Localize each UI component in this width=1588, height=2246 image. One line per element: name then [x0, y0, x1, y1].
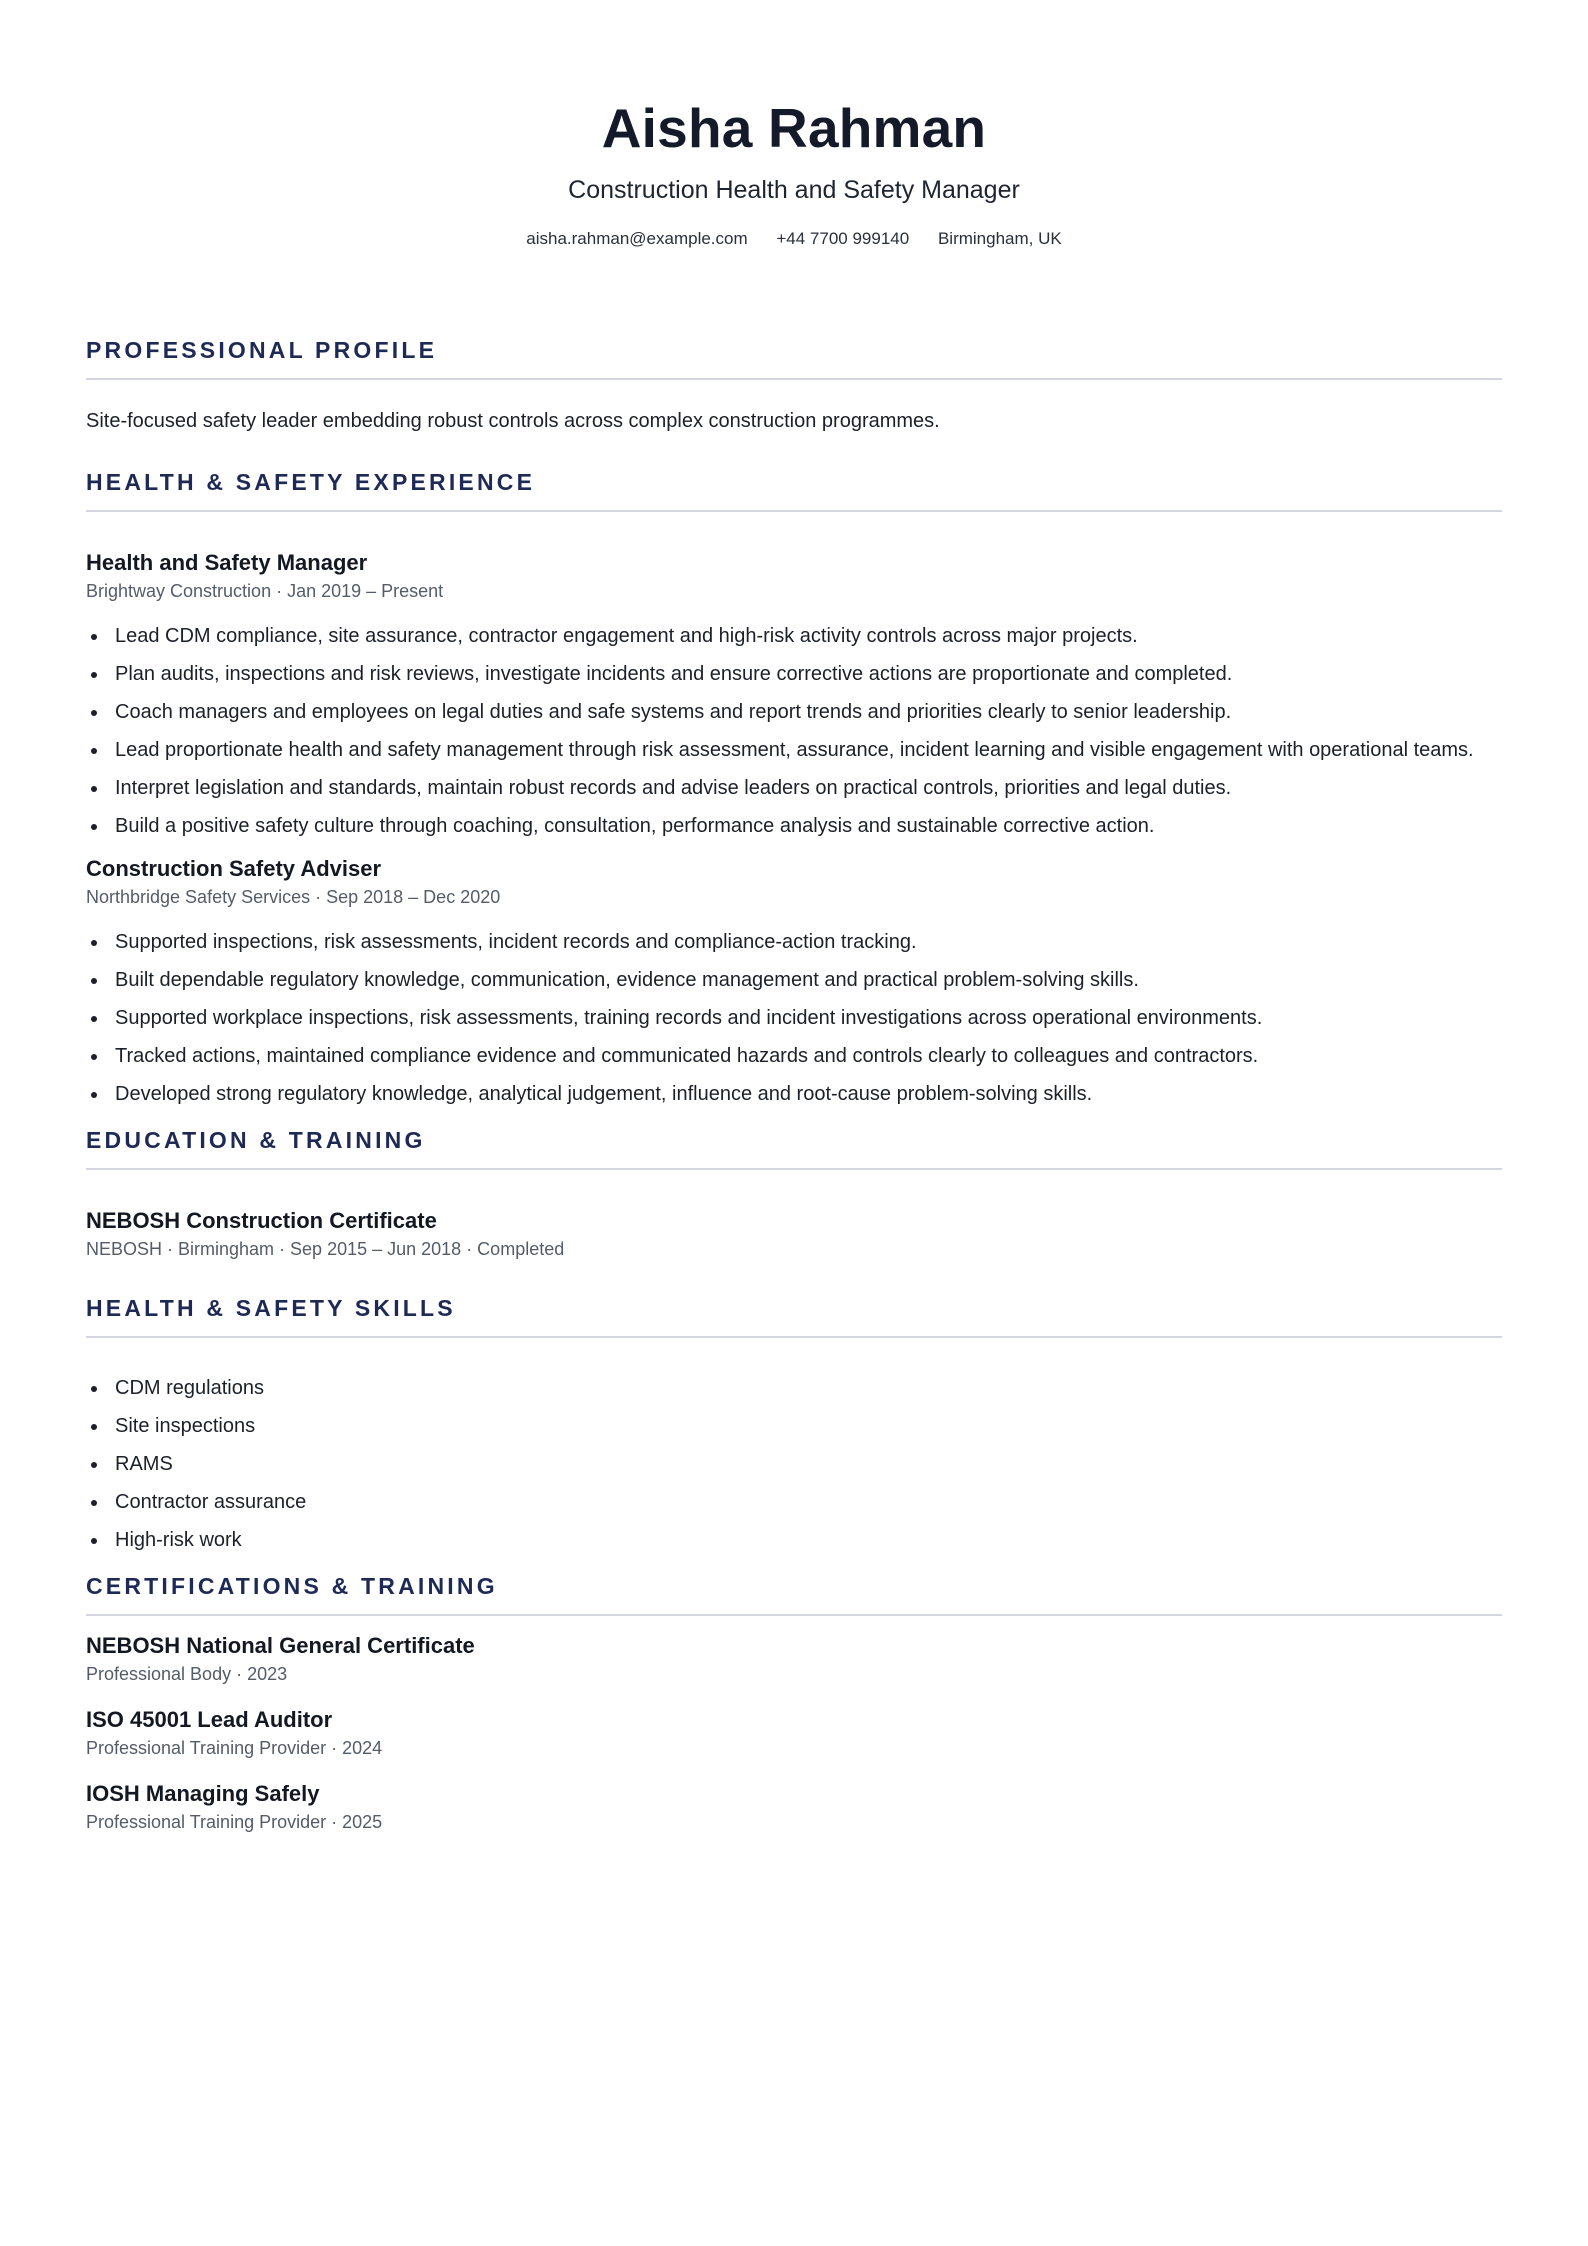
list-item: Lead CDM compliance, site assurance, contractor engagement and high-risk activity controls across major projects. — [86, 621, 1502, 652]
contact-location: Birmingham, UK — [937, 229, 1062, 248]
certification-meta: Professional Training Provider · 2024 — [86, 1737, 383, 1758]
list-item: Built dependable regulatory knowledge, communication, evidence management and practical problem-solving skills. — [86, 965, 1502, 996]
section-divider — [86, 510, 1502, 512]
list-item: Site inspections — [86, 1411, 1502, 1442]
profile-section — [86, 335, 1502, 435]
section-divider — [86, 1614, 1502, 1616]
list-item: Contractor assurance — [86, 1487, 1502, 1518]
section-heading: PROFESSIONAL PROFILE — [86, 337, 438, 363]
skills-list — [86, 1373, 1502, 1556]
list-item: Supported inspections, risk assessments, incident records and compliance-action tracking. — [86, 927, 1502, 958]
list-item: Interpret legislation and standards, maintain robust records and advise leaders on practical controls, priorities and legal duties. — [86, 773, 1502, 804]
job-meta: Northbridge Safety Services · Sep 2018 – Dec 2020 — [86, 886, 501, 907]
candidate-name: Aisha Rahman — [601, 97, 987, 159]
section-divider — [86, 1336, 1502, 1338]
list-item: Build a positive safety culture through coaching, consultation, performance analysis and sustainable corrective action. — [86, 811, 1502, 842]
section-heading: HEALTH & SAFETY SKILLS — [86, 1295, 456, 1321]
skills-section — [86, 1293, 1502, 1556]
resume-header — [86, 0, 1502, 250]
list-item: RAMS — [86, 1449, 1502, 1480]
certification-entry — [86, 1706, 1502, 1760]
candidate-title: Construction Health and Safety Manager — [568, 176, 1020, 204]
list-item: CDM regulations — [86, 1373, 1502, 1404]
experience-section — [86, 467, 1502, 1109]
list-item: High-risk work — [86, 1525, 1502, 1556]
certification-entry — [86, 1780, 1502, 1834]
profile-summary: Site-focused safety leader embedding robust controls across complex construction programmes. — [86, 410, 940, 432]
section-divider — [86, 1168, 1502, 1170]
certification-title: IOSH Managing Safely — [86, 1780, 320, 1806]
job-bullets — [86, 927, 1502, 1110]
list-item: Coach managers and employees on legal duties and safe systems and report trends and priorities clearly to senior leadership. — [86, 697, 1502, 728]
certification-title: ISO 45001 Lead Auditor — [86, 1706, 333, 1732]
certification-meta: Professional Body · 2023 — [86, 1663, 288, 1684]
list-item: Lead proportionate health and safety management through risk assessment, assurance, incident learning and visible engagement with operational teams. — [86, 735, 1502, 766]
certification-entry — [86, 1632, 1502, 1686]
section-heading: EDUCATION & TRAINING — [86, 1127, 426, 1153]
job-entry — [86, 549, 1502, 842]
education-meta: NEBOSH · Birmingham · Sep 2015 – Jun 2018 · Completed — [86, 1239, 565, 1259]
job-entry — [86, 855, 1502, 1110]
contact-line — [86, 228, 1502, 250]
job-title: Health and Safety Manager — [86, 550, 368, 575]
job-meta: Brightway Construction · Jan 2019 – Present — [86, 581, 444, 601]
contact-phone[interactable]: +44 7700 999140 — [776, 229, 910, 248]
certification-title: NEBOSH National General Certificate — [86, 1632, 475, 1658]
section-heading: HEALTH & SAFETY EXPERIENCE — [86, 469, 536, 495]
list-item: Supported workplace inspections, risk assessments, training records and incident investigations across operational environments. — [86, 1003, 1502, 1034]
contact-email[interactable]: aisha.rahman@example.com — [526, 229, 748, 248]
education-title: NEBOSH Construction Certificate — [86, 1208, 437, 1233]
certifications-section — [86, 1571, 1502, 1834]
education-section — [86, 1125, 1502, 1261]
education-entry — [86, 1207, 1502, 1261]
job-bullets — [86, 621, 1502, 842]
certification-meta: Professional Training Provider · 2025 — [86, 1811, 383, 1832]
list-item: Tracked actions, maintained compliance evidence and communicated hazards and controls clearly to colleagues and contractors. — [86, 1041, 1502, 1072]
list-item: Developed strong regulatory knowledge, analytical judgement, influence and root-cause problem-solving skills. — [86, 1079, 1502, 1110]
section-divider — [86, 378, 1502, 380]
job-title: Construction Safety Adviser — [86, 855, 382, 881]
list-item: Plan audits, inspections and risk reviews, investigate incidents and ensure corrective actions are proportionate and completed. — [86, 659, 1502, 690]
section-heading: CERTIFICATIONS & TRAINING — [86, 1572, 498, 1599]
